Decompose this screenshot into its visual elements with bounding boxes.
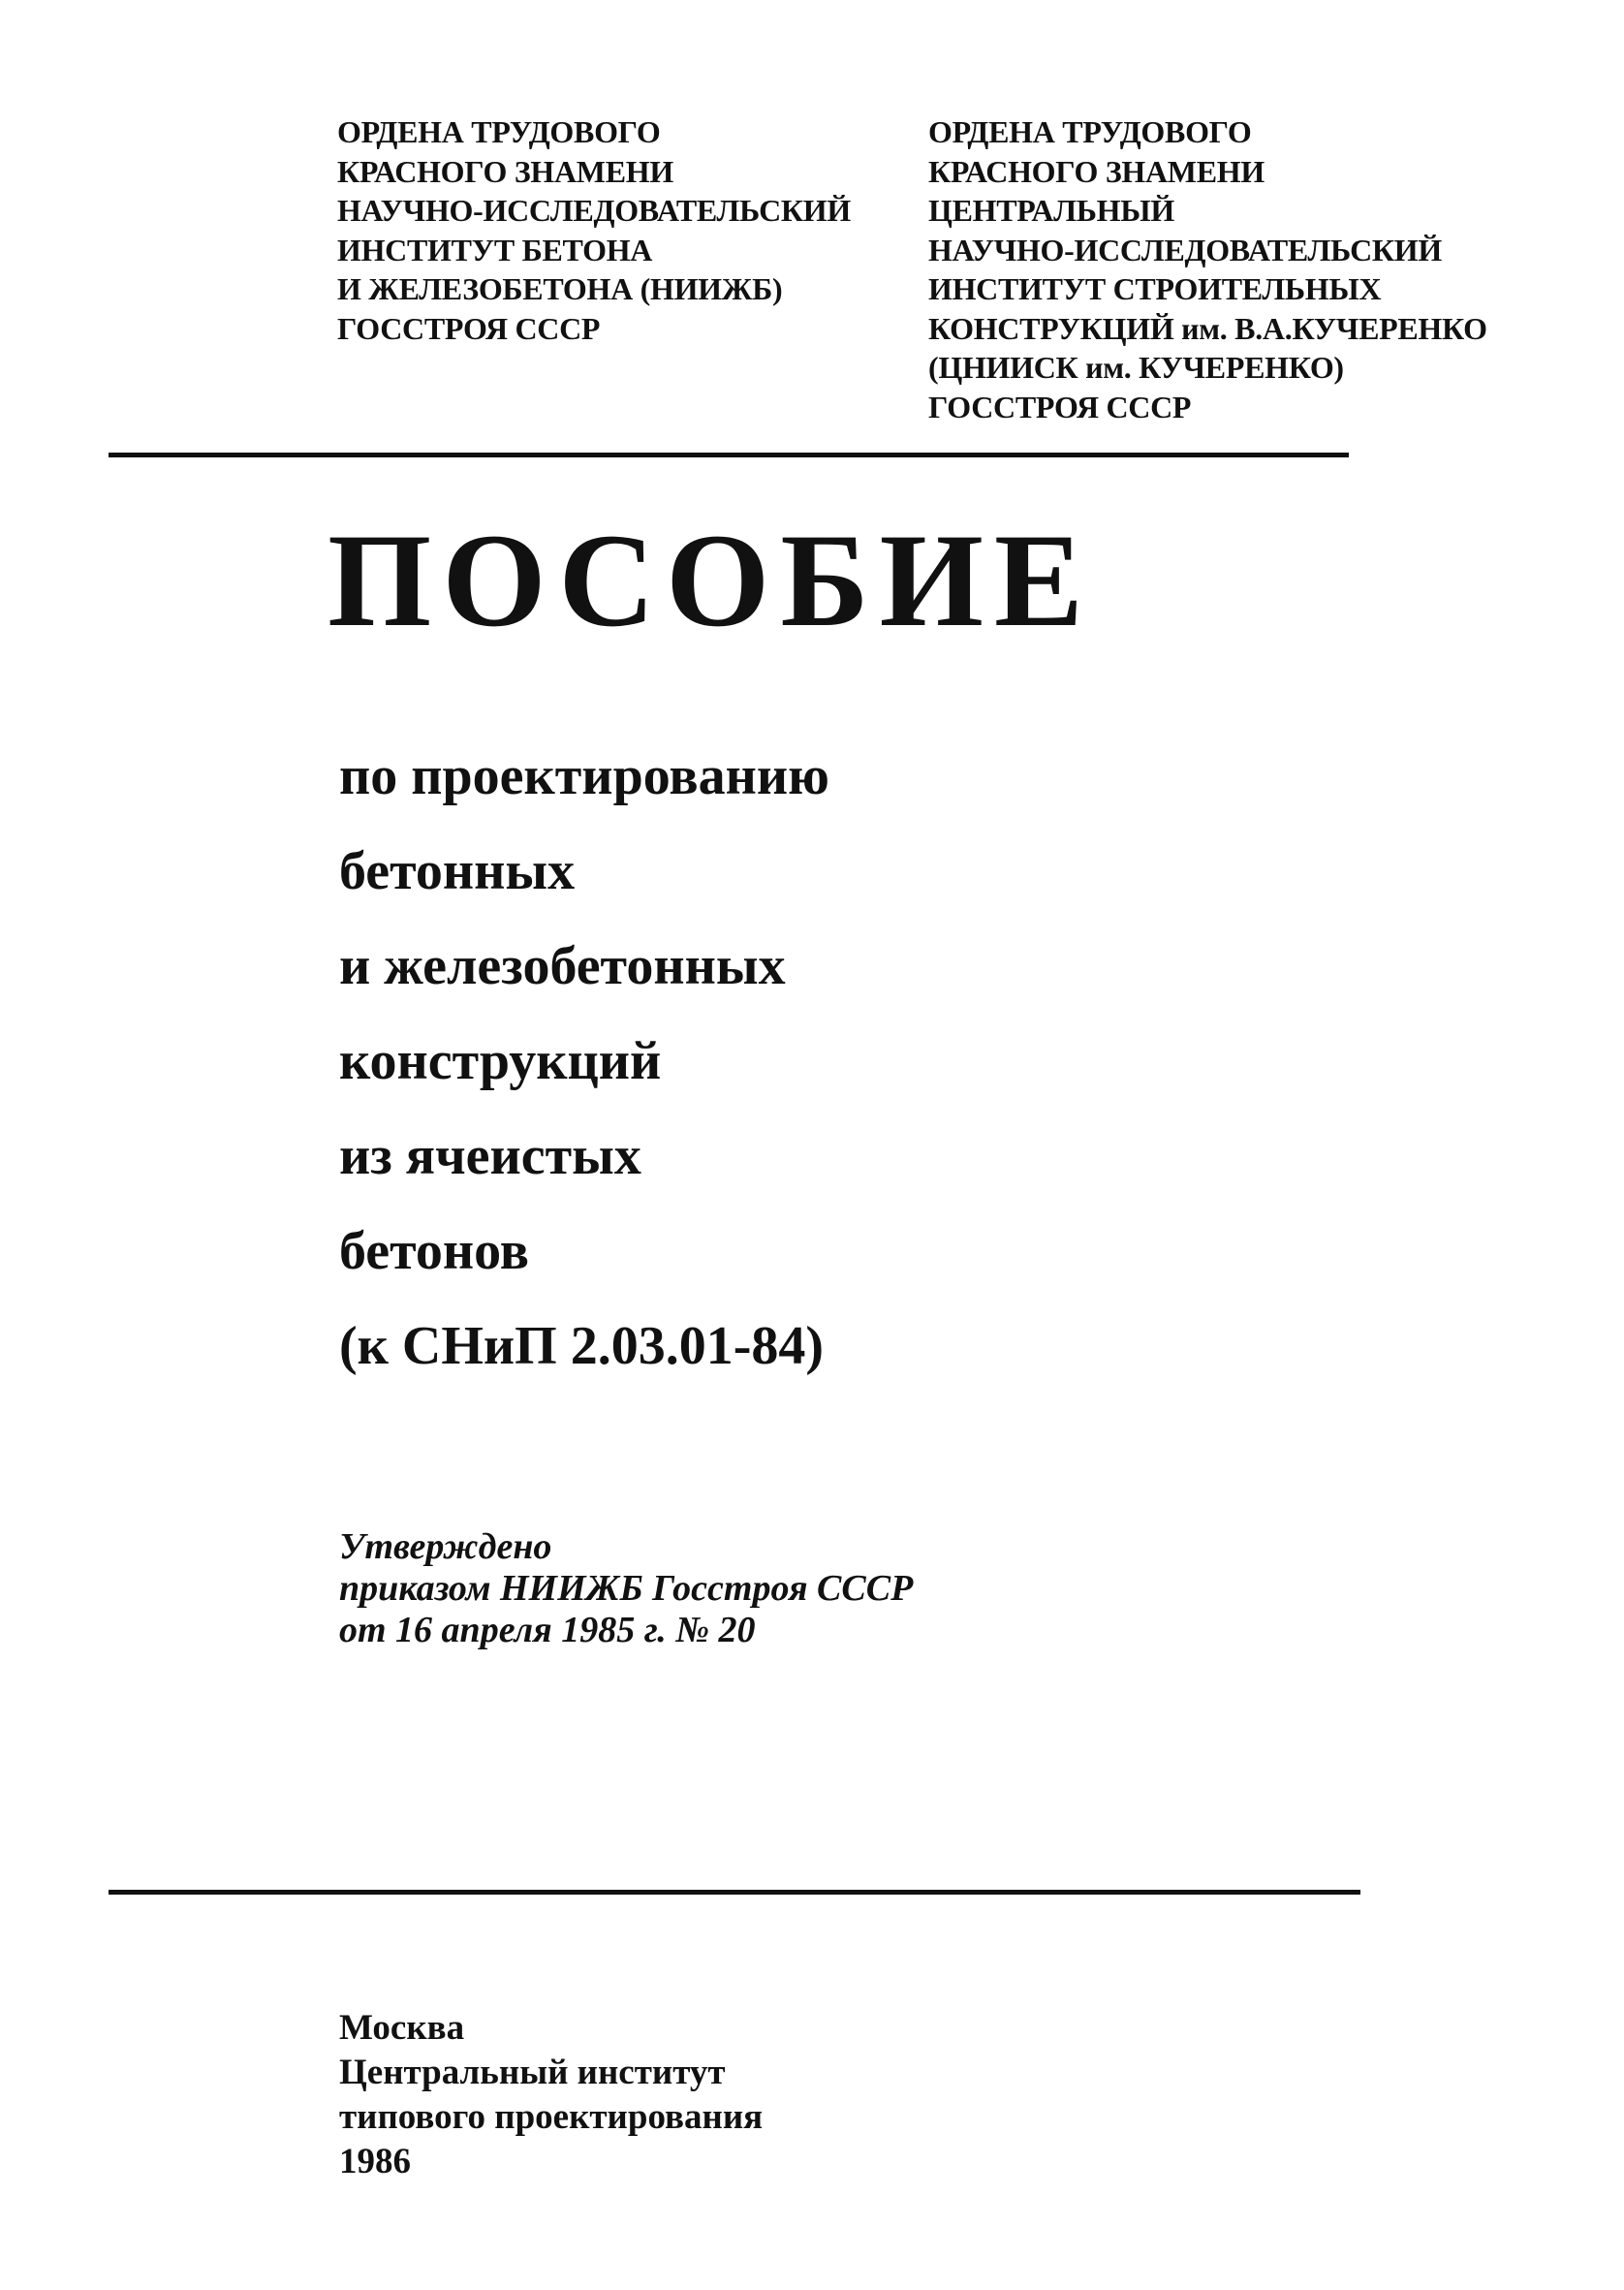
approval-note	[339, 1526, 913, 1651]
left-org-line: И ЖЕЛЕЗОБЕТОНА (НИИЖБ)	[337, 271, 783, 306]
subtitle-line: по проектированию	[339, 746, 829, 806]
document-subtitle	[339, 729, 829, 1394]
left-organization-block	[337, 112, 851, 348]
left-org-line: ОРДЕНА ТРУДОВОГО	[337, 114, 661, 149]
imprint-line: 1986	[339, 2142, 411, 2181]
right-org-line: НАУЧНО-ИССЛЕДОВАТЕЛЬСКИЙ	[928, 232, 1442, 267]
right-org-line: ИНСТИТУТ СТРОИТЕЛЬНЫХ	[928, 271, 1382, 306]
subtitle-line: и железобетонных	[339, 936, 786, 996]
subtitle-line: (к СНиП 2.03.01-84)	[339, 1316, 825, 1376]
right-org-line: ОРДЕНА ТРУДОВОГО	[928, 114, 1252, 149]
bottom-divider	[109, 1890, 1360, 1895]
approval-line: Утверждено	[339, 1526, 552, 1567]
approval-line: приказом НИИЖБ Госстроя СССР	[339, 1568, 914, 1609]
document-title: ПОСОБИЕ	[328, 506, 1094, 654]
subtitle-line: бетонных	[339, 841, 576, 901]
right-org-line: ГОССТРОЯ СССР	[928, 389, 1192, 424]
left-org-line: НАУЧНО-ИССЛЕДОВАТЕЛЬСКИЙ	[337, 193, 851, 228]
right-org-line: КРАСНОГО ЗНАМЕНИ	[928, 153, 1265, 189]
left-org-line: КРАСНОГО ЗНАМЕНИ	[337, 153, 673, 189]
imprint-line: типового проектирования	[339, 2097, 764, 2137]
imprint-line: Центральный институт	[339, 2053, 726, 2092]
top-divider	[109, 453, 1349, 457]
left-org-line: ГОССТРОЯ СССР	[337, 310, 601, 346]
subtitle-line: из ячеистых	[339, 1126, 641, 1186]
right-org-line: КОНСТРУКЦИЙ им. В.А.КУЧЕРЕНКО	[928, 310, 1487, 346]
imprint-line: Москва	[339, 2008, 465, 2048]
right-org-line: (ЦНИИСК им. КУЧЕРЕНКО)	[928, 350, 1344, 385]
publisher-imprint	[339, 2006, 763, 2184]
subtitle-line: конструкций	[339, 1031, 662, 1091]
left-org-line: ИНСТИТУТ БЕТОНА	[337, 232, 653, 267]
right-organization-block	[928, 112, 1487, 426]
approval-line: от 16 апреля 1985 г. № 20	[339, 1610, 756, 1650]
subtitle-line: бетонов	[339, 1221, 529, 1281]
right-org-line: ЦЕНТРАЛЬНЫЙ	[928, 193, 1174, 228]
